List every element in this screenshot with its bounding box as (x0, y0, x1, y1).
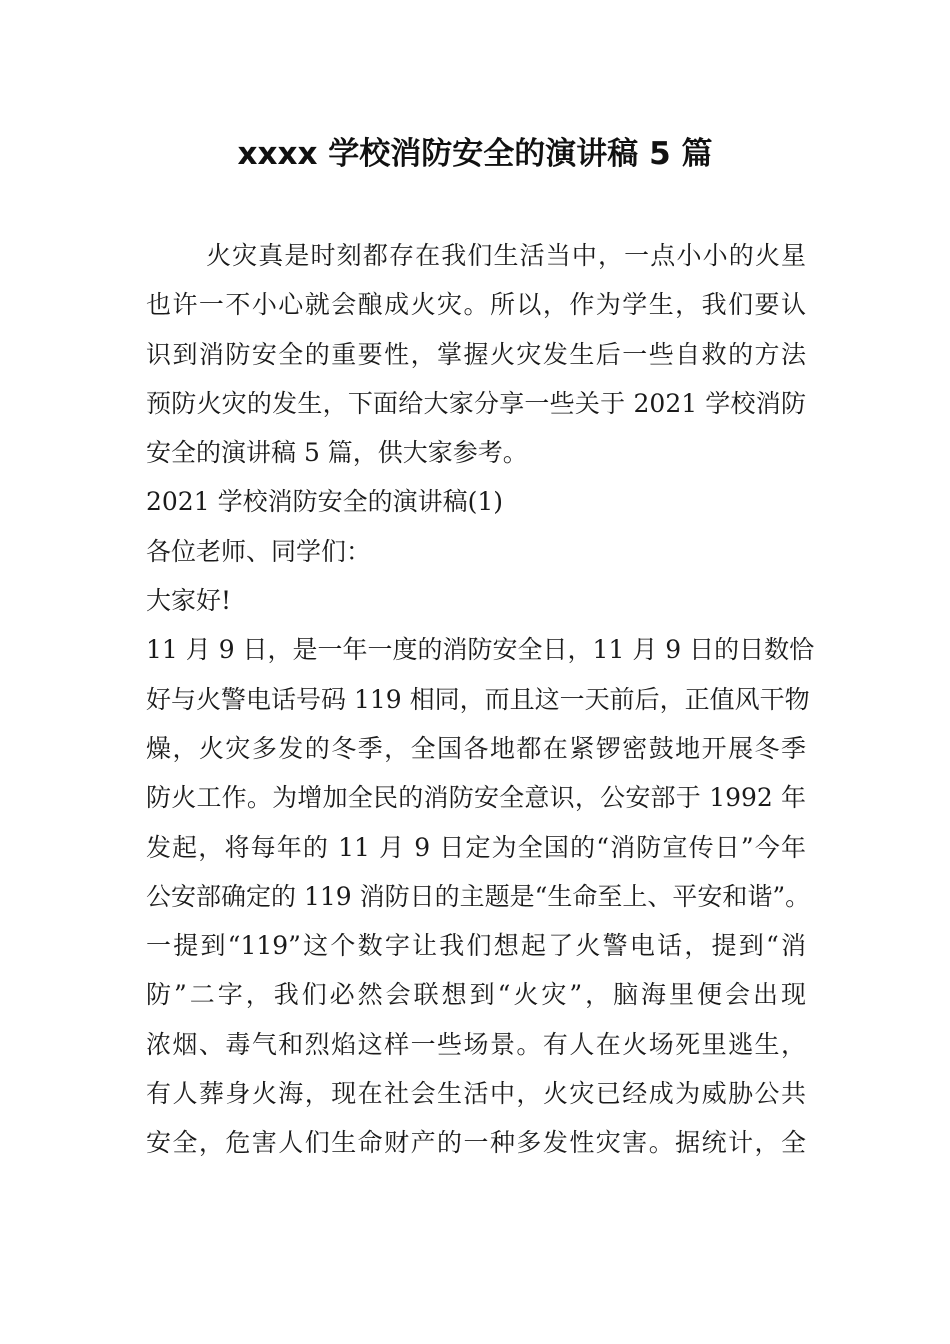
paragraph-line: 浓烟、毒气和烈焰这样一些场景。有人在火场死里逃生， (146, 1029, 806, 1059)
paragraph-line: 11 月 9 日，是一年一度的消防安全日，11 月 9 日的日数恰 (146, 635, 815, 665)
paragraph-line: 预防火灾的发生，下面给大家分享一些关于 2021 学校消防 (146, 388, 806, 418)
section-heading: 2021 学校消防安全的演讲稿(1) (146, 487, 503, 517)
paragraph-line: 识到消防安全的重要性，掌握火灾发生后一些自救的方法 (146, 339, 806, 369)
paragraph-line: 公安部确定的 119 消防日的主题是“生命至上、平安和谐”。 (146, 881, 811, 911)
salutation-line: 各位老师、同学们： (146, 536, 372, 566)
paragraph-line: 火灾真是时刻都存在我们生活当中，一点小小的火星 (206, 241, 806, 270)
paragraph-line: 一提到“119”这个数字让我们想起了火警电话，提到“消 (146, 931, 806, 961)
paragraph-line: 防火工作。为增加全民的消防安全意识，公安部于 1992 年 (146, 783, 806, 813)
document-body (146, 236, 826, 1173)
paragraph-line: 也许一不小心就会酿成火灾。所以，作为学生，我们要认 (146, 290, 806, 320)
paragraph-line: 安全的演讲稿 5 篇，供大家参考。 (146, 438, 528, 468)
paragraph-line: 安全，危害人们生命财产的一种多发性灾害。据统计，全 (146, 1128, 806, 1158)
paragraph-line: 发起，将每年的 11 月 9 日定为全国的“消防宣传日”今年 (146, 832, 806, 862)
paragraph-line: 有人葬身火海，现在社会生活中，火灾已经成为威胁公共 (146, 1079, 806, 1109)
paragraph-line: 防”二字，我们必然会联想到“火灾”，脑海里便会出现 (146, 980, 806, 1010)
paragraph-line: 燥，火灾多发的冬季，全国各地都在紧锣密鼓地开展冬季 (146, 733, 806, 763)
document-title: xxxx 学校消防安全的演讲稿 5 篇 (237, 136, 713, 172)
greeting-line: 大家好! (146, 586, 232, 616)
paragraph-line: 好与火警电话号码 119 相同，而且这一天前后，正值风干物 (146, 684, 810, 714)
